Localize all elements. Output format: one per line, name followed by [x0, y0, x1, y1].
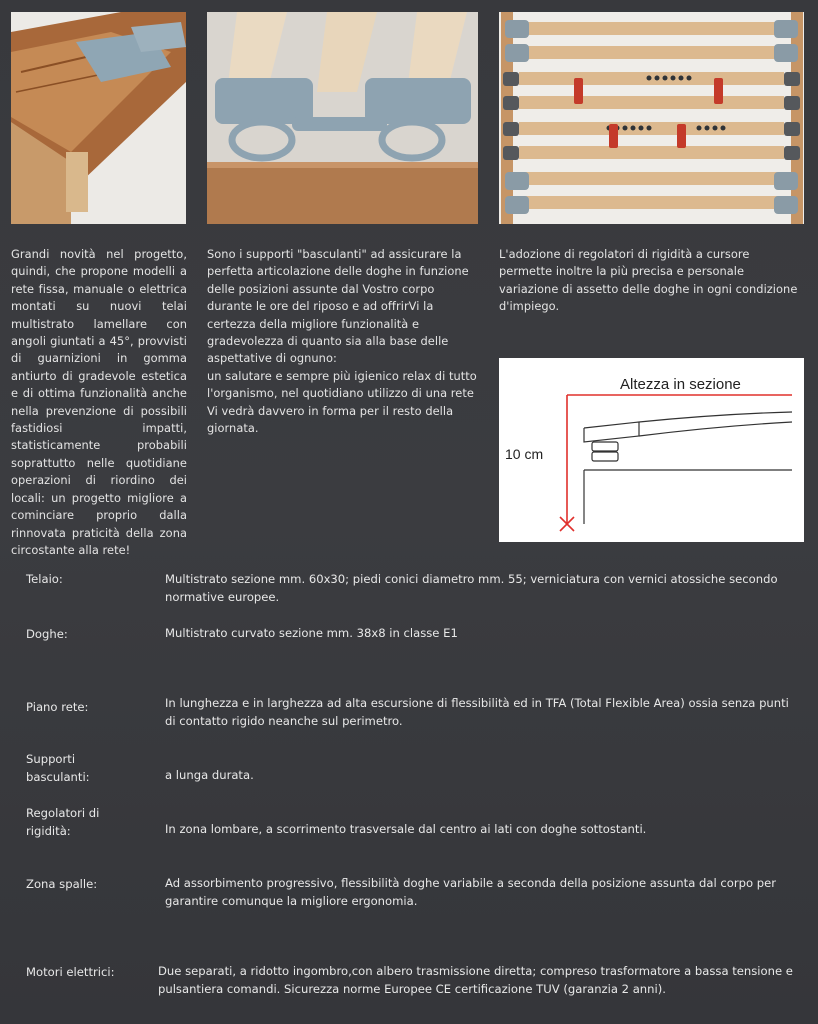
intro-text-regulators [499, 246, 804, 316]
diagram-title: Altezza in sezione [620, 376, 741, 393]
intro-paragraph: Sono i supporti "basculanti" ad assicurare la perfetta articolazione delle doghe in funzione delle posizioni assunte dal Vostro corpo durante le ore del riposo e ad offrirVi la certezza della migliore funzionalità e gradevolezza di quanto sia alla base delle aspettative di ognuno: [207, 247, 469, 366]
spec-value-telaio: Multistrato sezione mm. 60x30; piedi conici diametro mm. 55; verniciatura con vernici atossiche secondo normative europee. [165, 572, 778, 604]
slat-profile [584, 412, 792, 524]
intro-paragraph: L'adozione di regolatori di rigidità a cursore permette inoltre la più precisa e personale variazione di assetto delle doghe in ogni condizione d'impiego. [499, 247, 798, 314]
frame-corner-photo [11, 12, 186, 224]
spec-value-piano-rete: In lunghezza e in larghezza ad alta escursione di flessibilità ed in TFA (Total Flexible Area) ossia senza punti di contatto rigido neanche sul perimetro. [165, 696, 789, 728]
section-height-diagram [499, 358, 804, 542]
spec-label-piano-rete: Piano rete: [26, 700, 89, 714]
intro-text-supports [207, 246, 479, 437]
spec-value-regolatori: In zona lombare, a scorrimento trasversale dal centro ai lati con doghe sottostanti. [165, 822, 647, 836]
height-label: 10 cm [505, 446, 544, 462]
spec-label-supporti: Supporti basculanti: [26, 752, 90, 784]
spec-label-motori: Motori elettrici: [26, 965, 115, 979]
spec-label-regolatori: Regolatori di rigidità: [26, 806, 100, 838]
spec-value-motori: Due separati, a ridotto ingombro,con albero trasmissione diretta; compreso trasformatore a bassa tensione e pulsantiera comandi. Sicurezza norme Europee CE certificazione TUV (garanzia 2 anni). [158, 964, 793, 996]
intro-text-frame [11, 246, 187, 559]
spec-label-zona-spalle: Zona spalle: [26, 877, 98, 891]
intro-paragraph: un salutare e sempre più igienico relax di tutto l'organismo, nel quotidiano utilizzo di una rete Vi vedrà davvero in forma per il resto della giornata. [207, 368, 477, 436]
intro-paragraph: Grandi novità nel progetto, quindi, che propone modelli a rete fissa, manuale o elettrica montati su nuovi telai multistrato lamellare con angoli giuntati a 45°, provvisti di guarnizioni in gomma antiurto di gradevole estetica e di ottima funzionalità anche nella prevenzione di possibili fastidiosi impatti, statisticamente probabili soprattutto nelle quotidiane operazioni di riordino dei locali: un progetto migliore a cominciare proprio dalla rinnovata praticità della zona circostante alla rete! [11, 247, 187, 557]
spec-value-zona-spalle: Ad assorbimento progressivo, flessibilità doghe variabile a seconda della posizione assunta dal corpo per garantire comunque la migliore ergonomia. [165, 876, 776, 908]
spec-value-doghe: Multistrato curvato sezione mm. 38x8 in classe E1 [165, 626, 458, 640]
slat-regulator-photo [499, 12, 804, 224]
spec-label-telaio: Telaio: [26, 572, 63, 586]
spec-label-doghe: Doghe: [26, 627, 68, 641]
rocker-support-photo [207, 12, 478, 224]
spec-value-supporti: a lunga durata. [165, 768, 254, 782]
